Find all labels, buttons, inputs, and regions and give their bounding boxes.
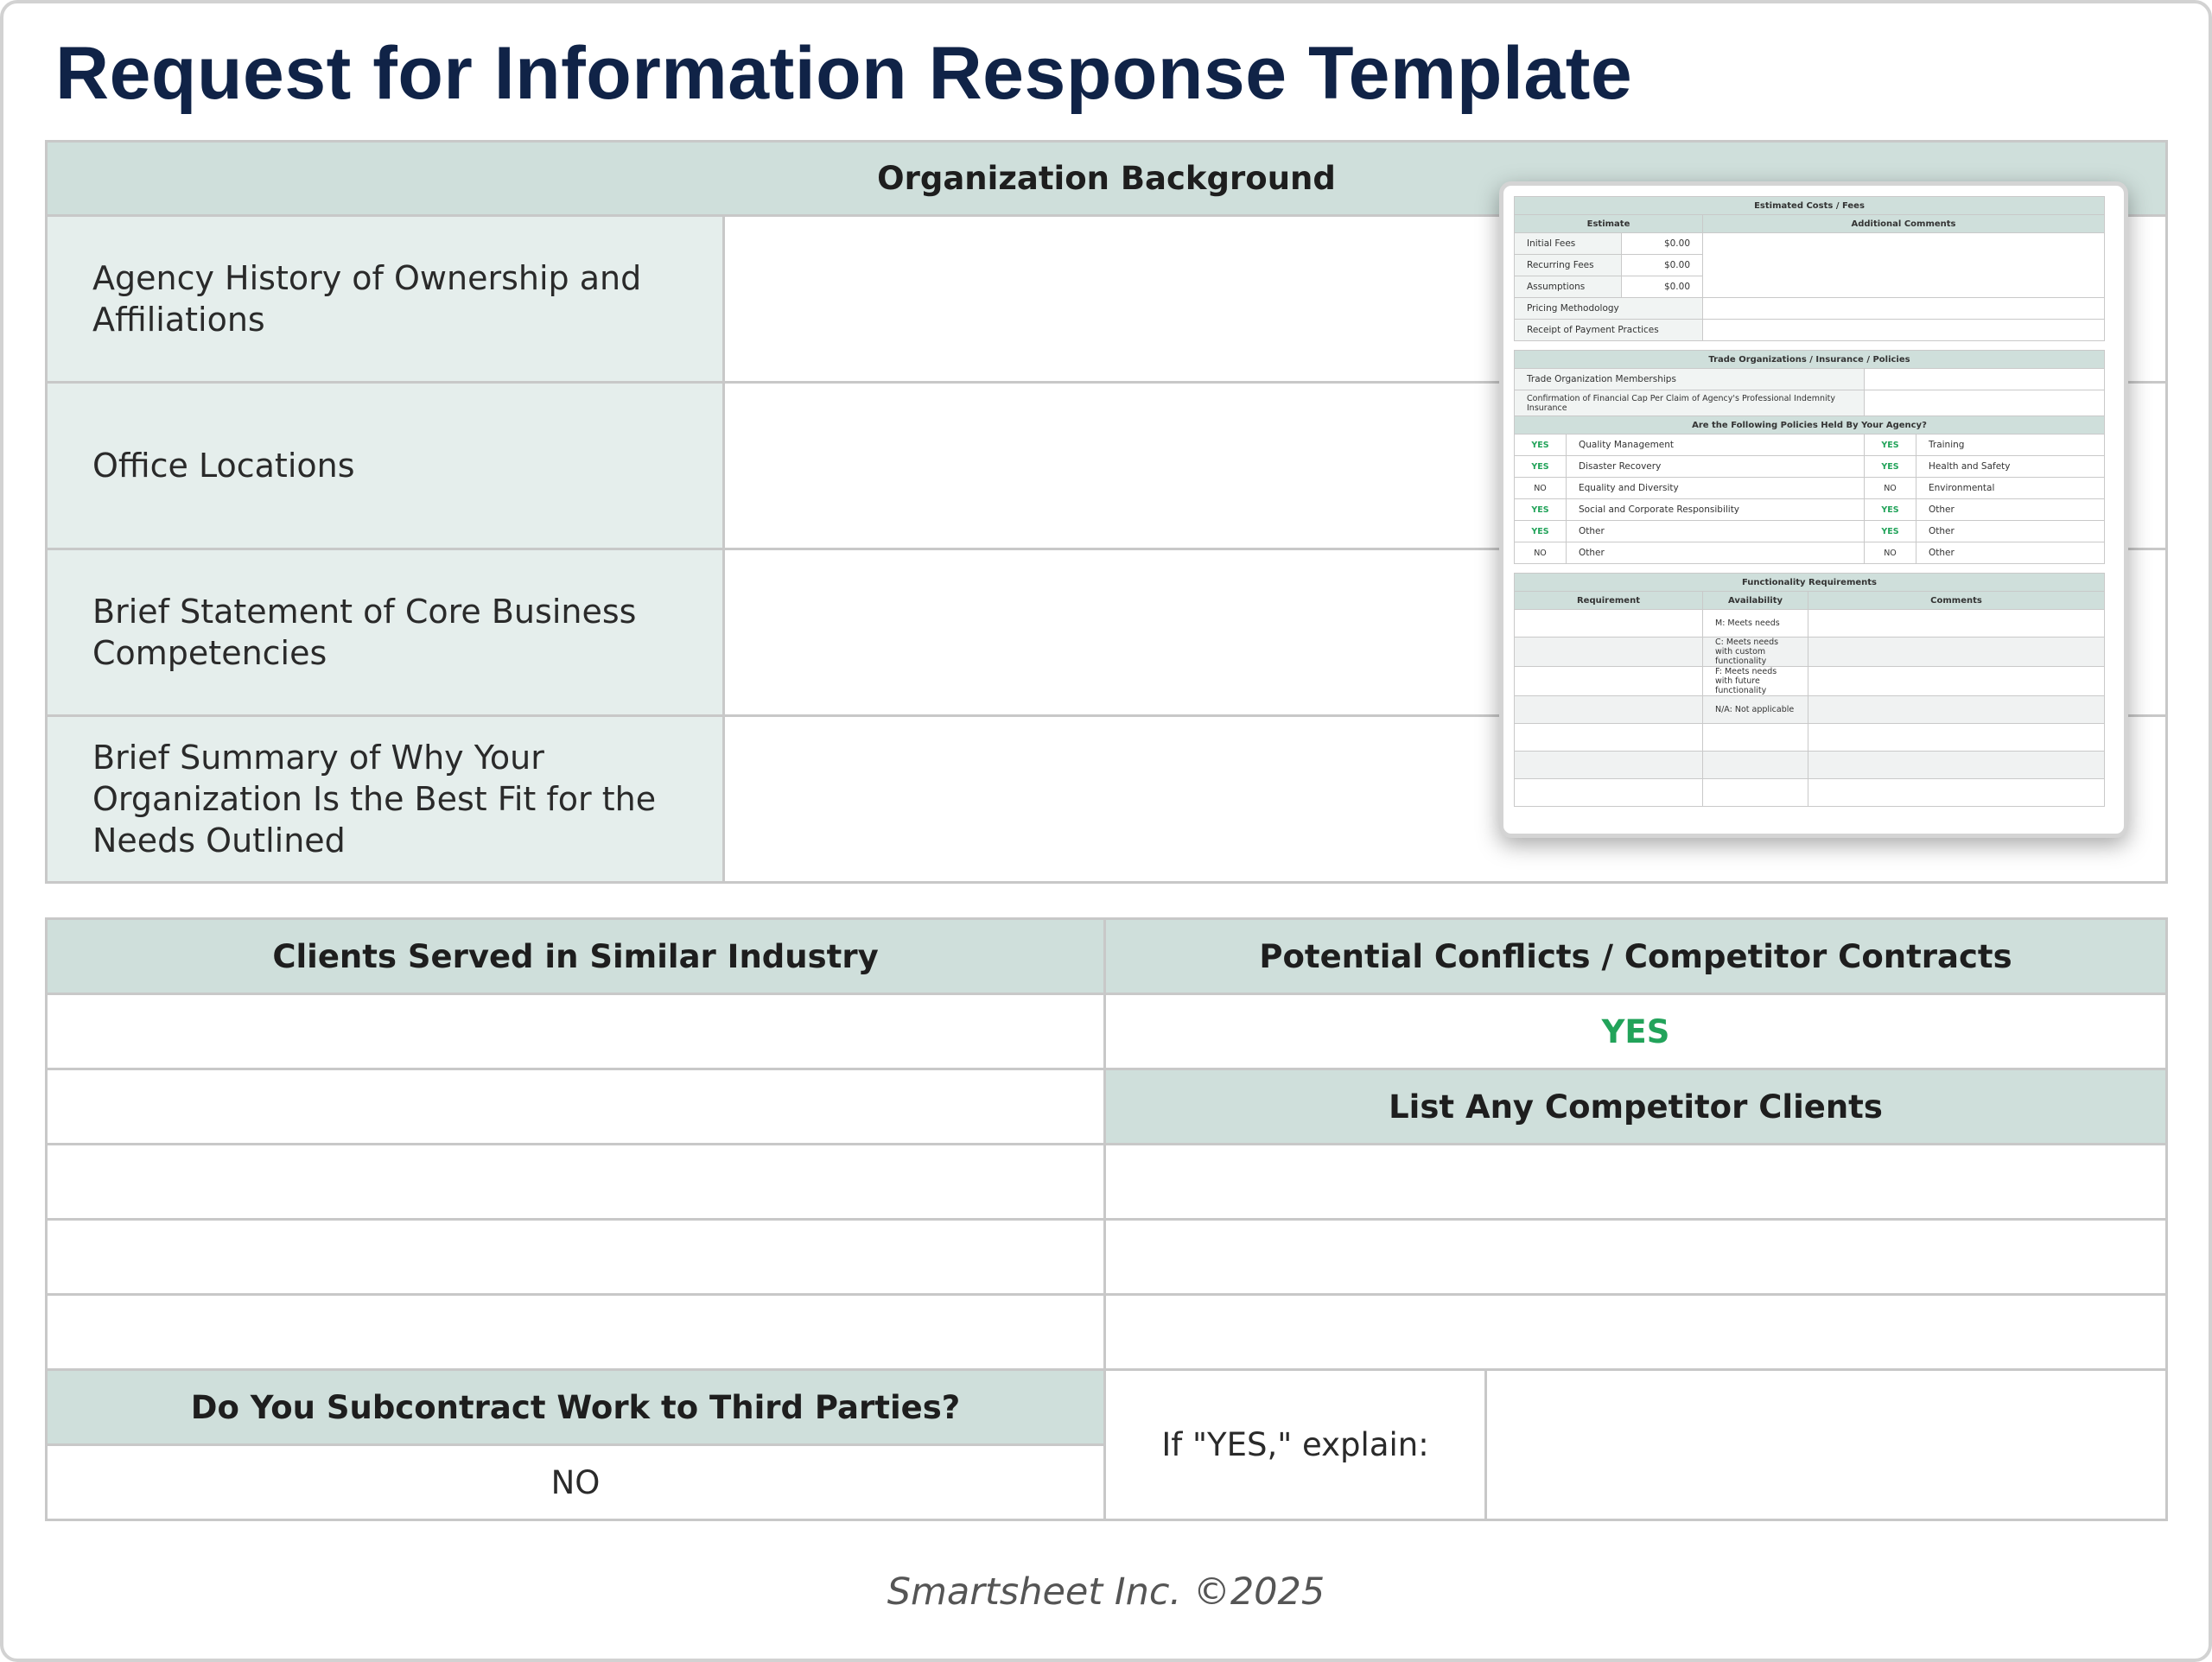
preview-policy-value: YES [1515,521,1567,542]
preview-cost-label: Pricing Methodology [1515,298,1703,320]
preview-availability-option: F: Meets needs with future functionality [1703,667,1808,696]
preview-policies-header: Are the Following Policies Held By Your Agency? [1515,416,2105,435]
preview-policy-name: Other [1567,521,1865,542]
competitor-clients-header: List Any Competitor Clients [1105,1069,2167,1145]
preview-policy-name: Other [1567,542,1865,564]
competitor-client-row-2[interactable] [1105,1220,2167,1295]
template-preview-thumbnail [1499,181,2128,838]
preview-policy-name: Training [1916,435,2105,456]
competitor-client-row-3[interactable] [1105,1295,2167,1370]
preview-trade-row: Confirmation of Financial Cap Per Claim of Agency's Professional Indemnity Insurance [1515,390,1865,416]
preview-cost-label: Initial Fees [1515,233,1622,255]
client-row-2[interactable] [47,1069,1105,1145]
footer-copyright: Smartsheet Inc. ©2025 [887,1570,1325,1614]
client-row-4[interactable] [47,1220,1105,1295]
preview-func-comments-col: Comments [1808,592,2105,610]
preview-functionality-header: Functionality Requirements [1515,574,2105,592]
preview-policy-name: Environmental [1916,478,2105,499]
preview-cost-amount: $0.00 [1622,276,1703,298]
preview-cost-label: Receipt of Payment Practices [1515,320,1703,341]
preview-availability-col: Availability [1703,592,1808,610]
preview-policy-name: Disaster Recovery [1567,456,1865,478]
preview-cost-label: Recurring Fees [1515,255,1622,276]
competitor-client-row-1[interactable] [1105,1145,2167,1220]
subcontract-header: Do You Subcontract Work to Third Parties? [47,1370,1105,1445]
preview-cost-amount: $0.00 [1622,233,1703,255]
page-title: Request for Information Response Template [55,32,1633,115]
conflicts-value[interactable]: YES [1105,994,2167,1069]
client-row-1[interactable] [47,994,1105,1069]
preview-availability-option: N/A: Not applicable [1703,696,1808,724]
preview-availability-option: M: Meets needs [1703,610,1808,638]
preview-policy-value: YES [1865,521,1916,542]
preview-policy-value: NO [1865,542,1916,564]
preview-policy-name: Other [1916,521,2105,542]
preview-policy-value: YES [1515,456,1567,478]
preview-costs-table [1514,196,2105,341]
preview-policy-name: Equality and Diversity [1567,478,1865,499]
preview-trade-table [1514,350,2105,564]
core-competencies-label: Brief Statement of Core Business Competencies [47,549,724,716]
preview-policy-value: YES [1515,435,1567,456]
preview-policy-name: Health and Safety [1916,456,2105,478]
best-fit-summary-label: Brief Summary of Why Your Organization Is the Best Fit for the Needs Outlined [47,716,724,883]
preview-cost-label: Assumptions [1515,276,1622,298]
clients-conflicts-table [45,917,2168,1521]
preview-trade-header: Trade Organizations / Insurance / Policies [1515,351,2105,369]
clients-served-header: Clients Served in Similar Industry [47,919,1105,994]
subcontract-value[interactable]: NO [47,1445,1105,1520]
organization-background-header: Organization Background [47,142,2167,216]
preview-policy-name: Other [1916,542,2105,564]
preview-policy-value: YES [1865,456,1916,478]
preview-policy-value: YES [1865,499,1916,521]
preview-policy-value: NO [1515,478,1567,499]
client-row-5[interactable] [47,1295,1105,1370]
preview-costs-header: Estimated Costs / Fees [1515,197,2105,215]
potential-conflicts-header: Potential Conflicts / Competitor Contracts [1105,919,2167,994]
preview-cost-amount: $0.00 [1622,255,1703,276]
preview-availability-option: C: Meets needs with custom functionality [1703,638,1808,667]
preview-policy-name: Quality Management [1567,435,1865,456]
explain-label: If "YES," explain: [1105,1370,1486,1520]
preview-requirement-col: Requirement [1515,592,1703,610]
client-row-3[interactable] [47,1145,1105,1220]
preview-policy-value: NO [1515,542,1567,564]
preview-trade-row: Trade Organization Memberships [1515,369,1865,390]
preview-policy-value: NO [1865,478,1916,499]
explain-field[interactable] [1486,1370,2167,1520]
preview-policy-value: YES [1865,435,1916,456]
preview-estimate-col: Estimate [1515,215,1703,233]
agency-history-label: Agency History of Ownership and Affiliations [47,216,724,383]
preview-policy-name: Other [1916,499,2105,521]
preview-comments-col: Additional Comments [1703,215,2105,233]
office-locations-label: Office Locations [47,383,724,549]
preview-functionality-table [1514,573,2105,807]
preview-policy-name: Social and Corporate Responsibility [1567,499,1865,521]
preview-policy-value: YES [1515,499,1567,521]
